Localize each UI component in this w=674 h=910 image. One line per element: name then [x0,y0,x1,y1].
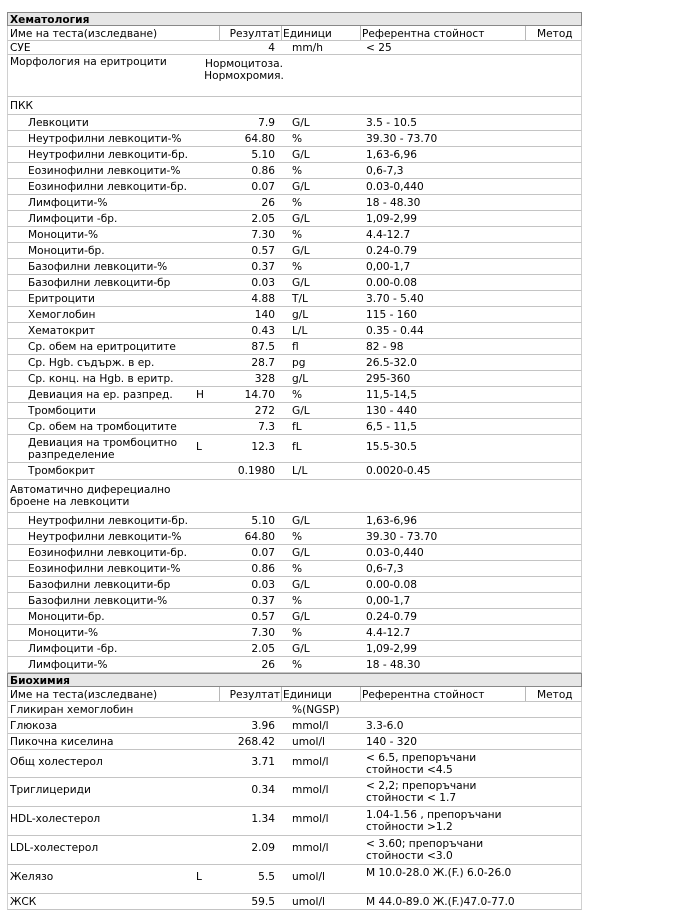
table-row [7,275,582,291]
result-value: 0.86 [251,165,275,177]
result-value: 87.5 [251,341,275,353]
table-row [7,211,582,227]
result-value: 4 [268,42,275,54]
unit-value: G/L [292,643,310,655]
reference-value: 4.4-12.7 [366,627,411,639]
reference-value: 130 - 440 [366,405,417,417]
result-value: 64.80 [244,133,275,145]
result-value: 7.30 [251,229,275,241]
test-name: Базофилни левкоцити-% [28,261,168,273]
test-name: Ср. обем на тромбоцитите [28,421,177,433]
table-row [7,291,582,307]
result-value: 64.80 [244,531,275,543]
table-row [7,403,582,419]
unit-value: g/L [292,373,309,385]
reference-value: 1,63-6,96 [366,515,417,527]
test-name: Тромбоцити [28,405,96,417]
table-row [7,750,582,778]
reference-value: < 25 [366,42,392,54]
result-value: 3.96 [251,720,275,732]
reference-value: 18 - 48.30 [366,659,421,671]
column-divider [525,26,526,40]
reference-value: 6,5 - 11,5 [366,421,417,433]
table-row [7,41,582,55]
reference-value: 295-360 [366,373,411,385]
test-name: Еритроцити [28,293,95,305]
column-divider [360,687,361,701]
result-value: 7.3 [258,421,275,433]
table-row [7,561,582,577]
reference-value: 1,09-2,99 [366,213,417,225]
unit-value: mm/h [292,42,323,54]
unit-value: G/L [292,277,310,289]
test-name: Базофилни левкоцити-бр [28,579,171,591]
unit-value: G/L [292,579,310,591]
reference-value: 0.03-0,440 [366,547,424,559]
result-value: 328 [254,373,275,385]
unit-value: mmol/l [292,842,329,854]
reference-value: 0,6-7,3 [366,563,404,575]
result-value: 3.71 [251,756,275,768]
column-header-method: Метод [537,28,573,40]
test-name: Триглицериди [10,784,91,796]
table-row [7,323,582,339]
result-flag: L [196,441,202,453]
column-header-method: Метод [537,689,573,701]
unit-value: G/L [292,181,310,193]
table-row [7,55,582,97]
column-divider [525,687,526,701]
result-value: 5.5 [258,871,275,883]
column-header-units: Единици [283,28,332,40]
unit-value: L/L [292,325,308,337]
unit-value: G/L [292,611,310,623]
unit-value: % [292,197,303,209]
reference-value: 0.00-0.08 [366,579,417,591]
column-header-units: Единици [283,689,332,701]
table-row [7,307,582,323]
table-row [7,702,582,718]
test-name: Неутрофилни левкоцити-% [28,133,182,145]
result-value: 0.03 [251,277,275,289]
unit-value: mmol/l [292,756,329,768]
table-row [7,778,582,807]
reference-value: 0,6-7,3 [366,165,404,177]
reference-value: 1,63-6,96 [366,149,417,161]
table-row [7,97,582,115]
unit-value: g/L [292,309,309,321]
reference-value: 82 - 98 [366,341,404,353]
unit-value: G/L [292,547,310,559]
unit-value: L/L [292,465,308,477]
reference-value: 0,00-1,7 [366,261,411,273]
reference-value: 140 - 320 [366,736,417,748]
result-value: 272 [254,405,275,417]
result-value: 2.05 [251,213,275,225]
table-row [7,865,582,894]
result-flag: L [196,871,202,883]
result-value: Нормоцитоза. Нормохромия. [204,58,284,82]
test-name: Хематокрит [28,325,96,337]
table-row [7,371,582,387]
result-value: 59.5 [251,896,275,908]
test-name: Желязо [10,871,54,883]
unit-value: % [292,531,303,543]
table-row [7,387,582,403]
table-row [7,836,582,865]
reference-value: 1.04-1.56 , препоръчани стойности >1.2 [366,809,502,833]
hematology-section-title [7,12,582,26]
result-value: 0.34 [251,784,275,796]
test-name: Хемоглобин [28,309,96,321]
table-row [7,513,582,529]
reference-value: 0.0020-0.45 [366,465,431,477]
reference-value: 0.00-0.08 [366,277,417,289]
reference-value: < 6.5, препоръчани стойности <4.5 [366,752,477,776]
unit-value: G/L [292,245,310,257]
reference-value: 26.5-32.0 [366,357,417,369]
test-name: Неутрофилни левкоцити-бр. [28,515,189,527]
unit-value: G/L [292,515,310,527]
test-name: Девиация на ер. разпред. [28,389,173,401]
hematology-title: Хематология [10,14,90,26]
reference-value: 0.24-0.79 [366,245,417,257]
result-value: 1.34 [251,813,275,825]
reference-value: 1,09-2,99 [366,643,417,655]
reference-value: 3.70 - 5.40 [366,293,424,305]
test-name: Еозинофилни левкоцити-% [28,563,181,575]
reference-value: М 10.0-28.0 Ж.(F.) 6.0-26.0 [366,867,512,879]
table-row [7,894,582,910]
unit-value: G/L [292,117,310,129]
unit-value: fl [292,341,299,353]
test-name: Лимфоцити-% [28,197,108,209]
result-value: 7.9 [258,117,275,129]
unit-value: T/L [292,293,308,305]
column-header-reference: Референтна стойност [362,689,485,701]
test-name: Ср. Hgb. съдърж. в ер. [28,357,155,369]
unit-value: G/L [292,213,310,225]
test-name: Ср. обем на еритроцитите [28,341,176,353]
unit-value: fL [292,421,302,433]
unit-value: mmol/l [292,813,329,825]
table-row [7,259,582,275]
test-name: Моноцити-бр. [28,245,105,257]
biochemistry-section-title [7,673,582,687]
test-name: Морфология на еритроцити [10,56,167,68]
table-row [7,435,582,463]
biochemistry-table-header [7,687,582,702]
unit-value: % [292,389,303,401]
unit-value: pg [292,357,306,369]
table-row [7,529,582,545]
reference-value: 0,00-1,7 [366,595,411,607]
reference-value: 3.3-6.0 [366,720,404,732]
result-value: 0.37 [251,261,275,273]
unit-value: G/L [292,149,310,161]
test-name: Еозинофилни левкоцити-% [28,165,181,177]
unit-value: % [292,261,303,273]
table-row [7,641,582,657]
unit-value: % [292,659,303,671]
test-name: Еозинофилни левкоцити-бр. [28,181,188,193]
test-name: Моноцити-% [28,627,99,639]
unit-value: umol/l [292,871,325,883]
table-row [7,609,582,625]
reference-value: 15.5-30.5 [366,441,417,453]
reference-value: 11,5-14,5 [366,389,417,401]
unit-value: mmol/l [292,720,329,732]
result-value: 0.57 [251,611,275,623]
unit-value: fL [292,441,302,453]
test-name: Моноцити-% [28,229,99,241]
result-value: 2.05 [251,643,275,655]
test-name: Левкоцити [28,117,89,129]
reference-value: < 2,2; препоръчани стойности < 1.7 [366,780,477,804]
column-header-result: Резултат [229,28,280,40]
result-value: 0.37 [251,595,275,607]
biochemistry-title: Биохимия [10,675,70,687]
test-name: Гликиран хемоглобин [10,704,134,716]
column-header-name: Име на теста(изследване) [10,28,158,40]
table-row [7,657,582,673]
result-value: 268.42 [237,736,275,748]
reference-value: 3.5 - 10.5 [366,117,417,129]
test-name: Девиация на тромбоцитно разпределение [28,437,178,461]
result-flag: H [196,389,204,401]
unit-value: %(NGSP) [292,704,340,716]
test-name: Тромбокрит [28,465,95,477]
test-name: Лимфоцити-% [28,659,108,671]
table-row [7,734,582,750]
result-value: 0.07 [251,547,275,559]
column-divider [219,687,220,701]
table-row [7,807,582,836]
unit-value: % [292,165,303,177]
test-name: Лимфоцити -бр. [28,643,118,655]
table-row [7,480,582,513]
unit-value: % [292,627,303,639]
table-row [7,227,582,243]
test-name: LDL-холестерол [10,842,99,854]
test-name: Еозинофилни левкоцити-бр. [28,547,188,559]
unit-value: % [292,229,303,241]
table-row [7,625,582,641]
result-value: 0.57 [251,245,275,257]
table-row [7,195,582,211]
result-value: 4.88 [251,293,275,305]
reference-value: 39.30 - 73.70 [366,133,438,145]
reference-value: 39.30 - 73.70 [366,531,438,543]
reference-value: 18 - 48.30 [366,197,421,209]
table-row [7,718,582,734]
table-row [7,131,582,147]
result-value: 5.10 [251,149,275,161]
test-name: Неутрофилни левкоцити-бр. [28,149,189,161]
lab-report [7,12,582,910]
column-divider [219,26,220,40]
unit-value: mmol/l [292,784,329,796]
unit-value: % [292,595,303,607]
test-name: Общ холестерол [10,756,103,768]
table-row [7,339,582,355]
table-row [7,147,582,163]
column-divider [360,26,361,40]
table-row [7,577,582,593]
result-value: 2.09 [251,842,275,854]
result-value: 140 [254,309,275,321]
result-value: 12.3 [251,441,275,453]
test-name: HDL-холестерол [10,813,101,825]
test-name: Пикочна киселина [10,736,114,748]
result-value: 26 [261,197,275,209]
test-name: ПКК [10,100,34,112]
test-name: ЖСК [10,896,37,908]
reference-value: М 44.0-89.0 Ж.(F.)47.0-77.0 [366,896,515,908]
result-value: 0.1980 [237,465,275,477]
column-divider [281,687,282,701]
unit-value: umol/l [292,896,325,908]
test-name: Лимфоцити -бр. [28,213,118,225]
table-row [7,419,582,435]
result-value: 26 [261,659,275,671]
table-row [7,163,582,179]
reference-value: 0.35 - 0.44 [366,325,424,337]
column-header-name: Име на теста(изследване) [10,689,158,701]
reference-value: < 3.60; препоръчани стойности <3.0 [366,838,484,862]
column-divider [281,26,282,40]
table-row [7,179,582,195]
test-name: Ср. конц. на Hgb. в еритр. [28,373,174,385]
table-row [7,243,582,259]
table-row [7,545,582,561]
column-header-reference: Референтна стойност [362,28,485,40]
unit-value: % [292,133,303,145]
table-row [7,355,582,371]
reference-value: 4.4-12.7 [366,229,411,241]
result-value: 7.30 [251,627,275,639]
result-value: 0.07 [251,181,275,193]
test-name: СУЕ [10,42,31,54]
unit-value: umol/l [292,736,325,748]
reference-value: 0.24-0.79 [366,611,417,623]
table-row [7,115,582,131]
test-name: Неутрофилни левкоцити-% [28,531,182,543]
column-header-result: Резултат [229,689,280,701]
test-name: Автоматично диферециално броене на левкоцити [10,484,171,508]
reference-value: 0.03-0,440 [366,181,424,193]
reference-value: 115 - 160 [366,309,417,321]
result-value: 28.7 [251,357,275,369]
result-value: 14.70 [244,389,275,401]
test-name: Глюкоза [10,720,58,732]
result-value: 0.03 [251,579,275,591]
test-name: Базофилни левкоцити-% [28,595,168,607]
table-row [7,593,582,609]
unit-value: % [292,563,303,575]
table-row [7,463,582,480]
hematology-table-header [7,26,582,41]
test-name: Базофилни левкоцити-бр [28,277,171,289]
test-name: Моноцити-бр. [28,611,105,623]
result-value: 0.86 [251,563,275,575]
result-value: 0.43 [251,325,275,337]
unit-value: G/L [292,405,310,417]
result-value: 5.10 [251,515,275,527]
